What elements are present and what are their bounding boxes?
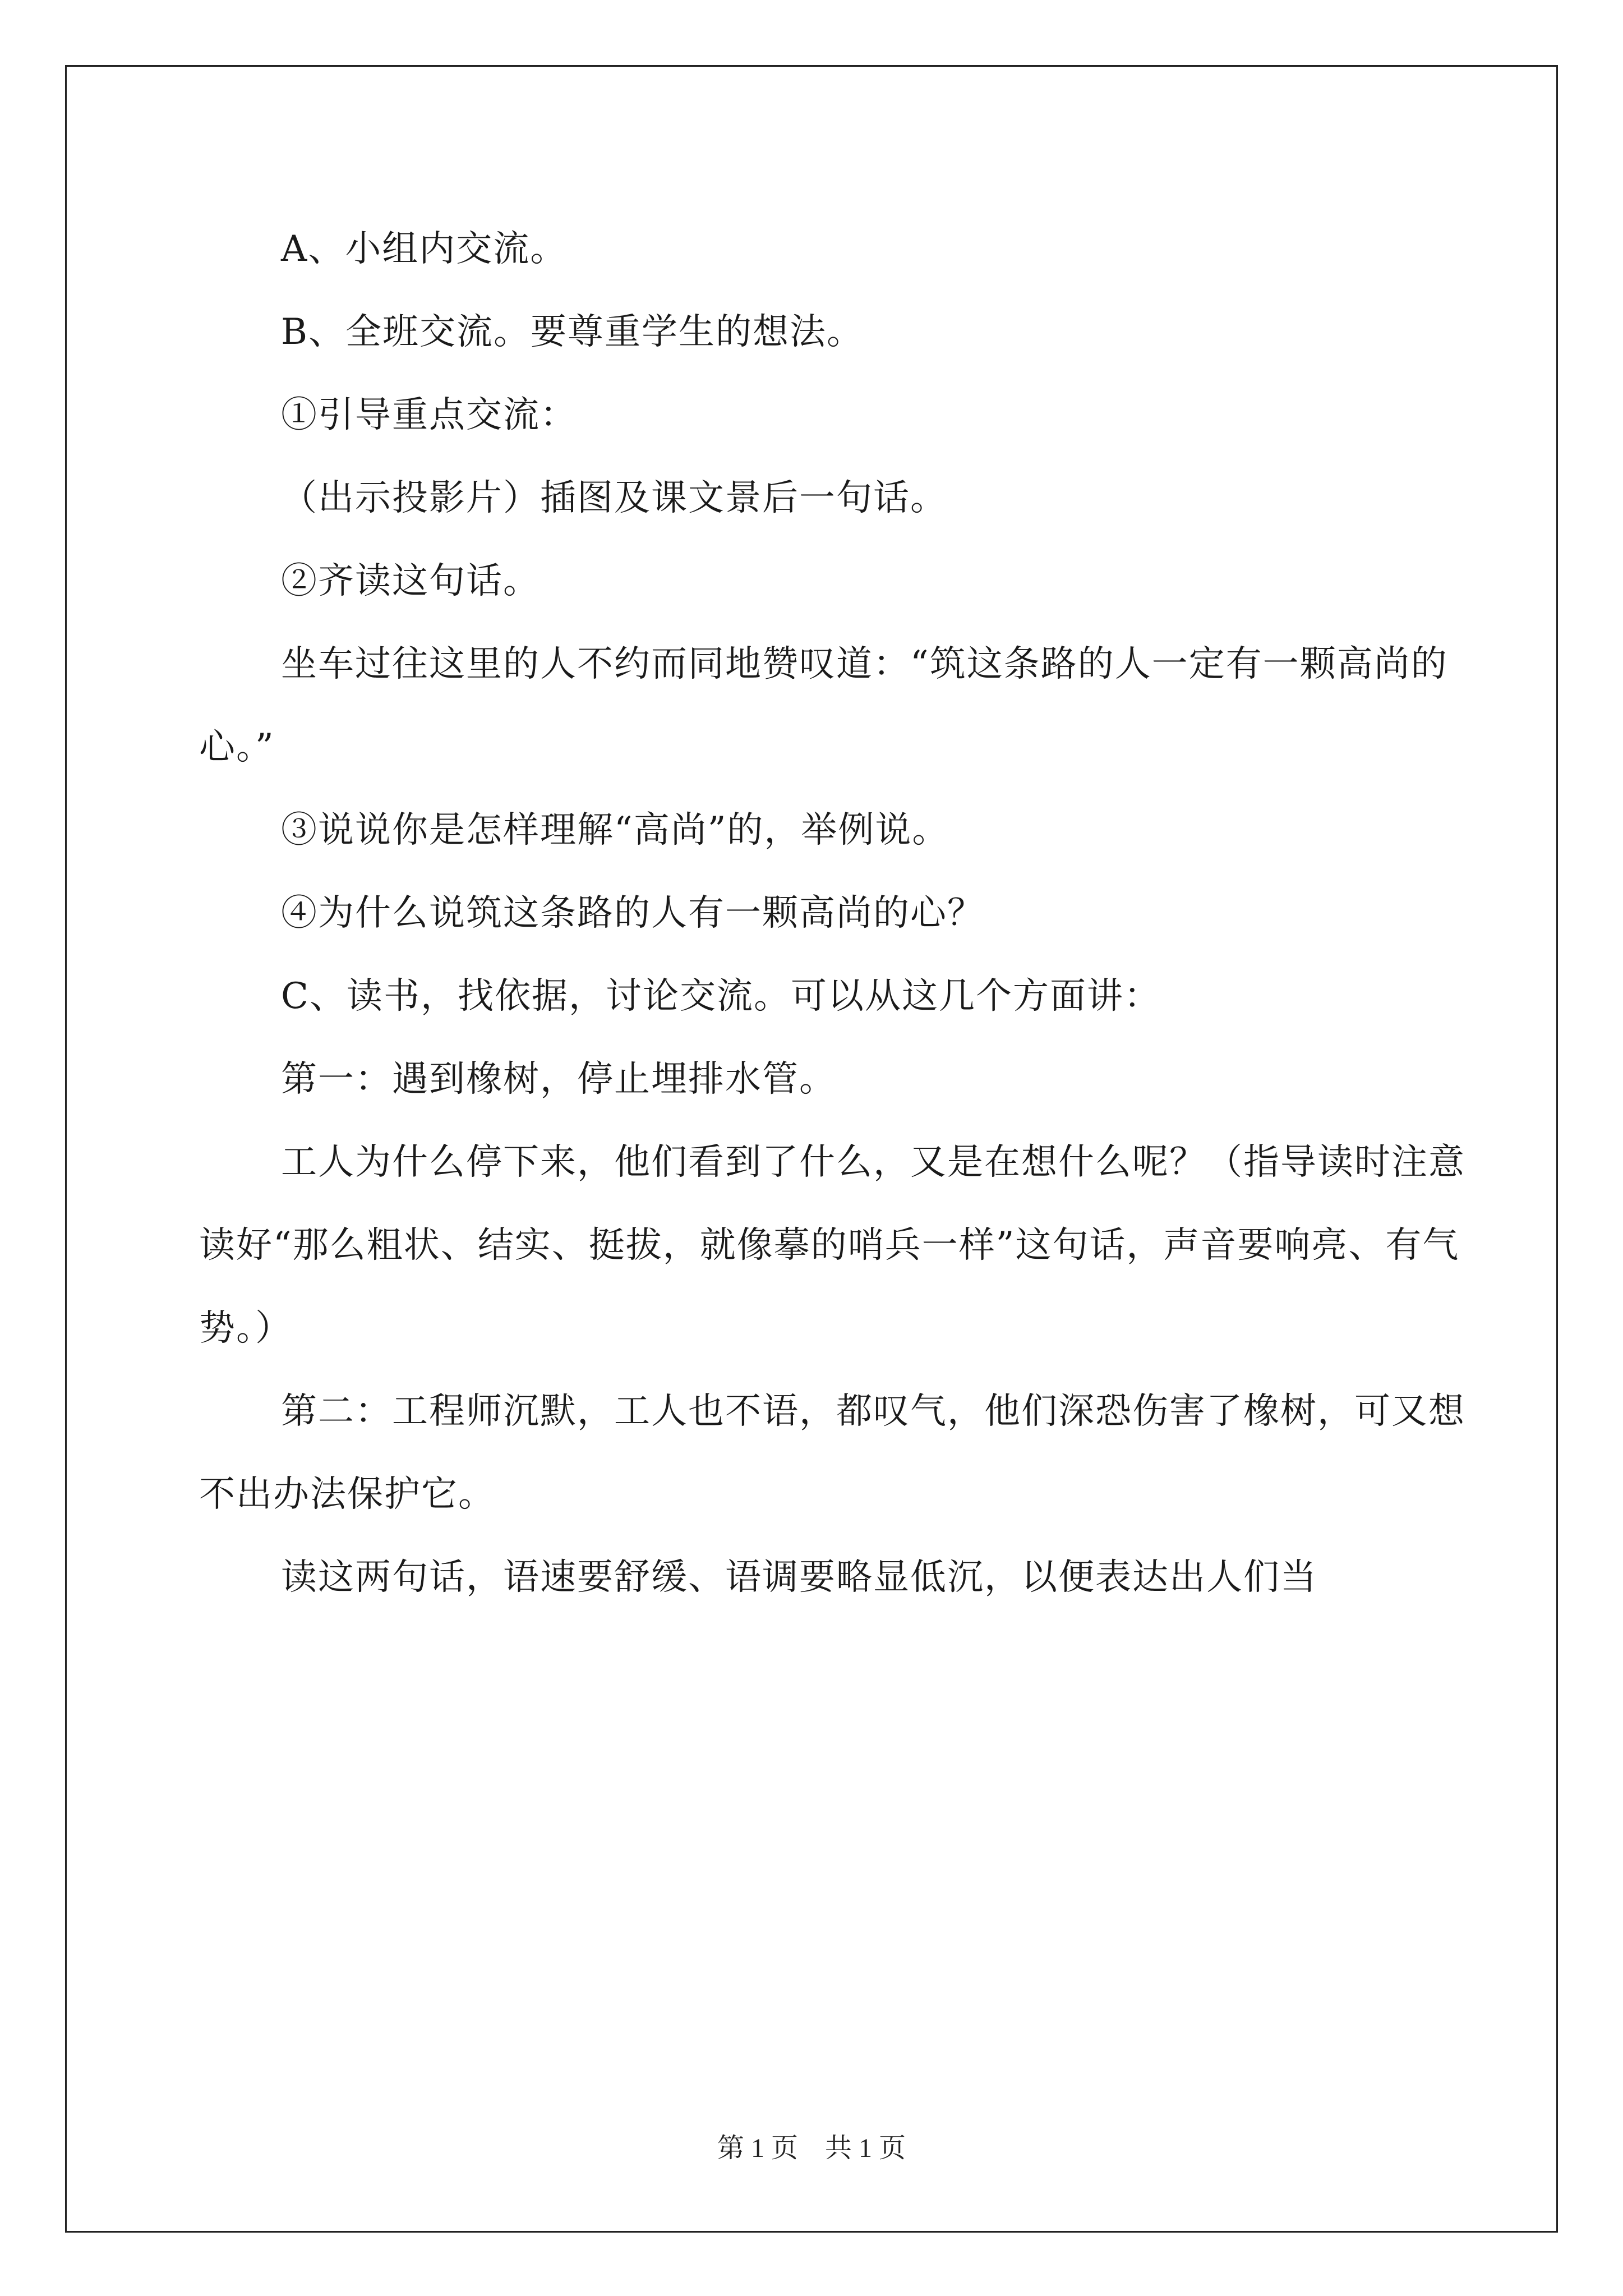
paragraph: C、读书，找依据，讨论交流。可以从这几个方面讲： bbox=[281, 976, 1161, 1017]
paragraph: B、全班交流。要尊重学生的想法。 bbox=[281, 311, 864, 353]
paragraph: 工人为什么停下来，他们看到了什么，又是在想什么呢？（指导读时注意读好“那么粗状、结实、挺拔，就像摹的哨兵一样”这句话，声音要响亮、有气势。） bbox=[199, 1142, 1465, 1349]
paragraph: ②齐读这句话。 bbox=[281, 560, 540, 602]
paragraph: 第二：工程师沉默，工人也不语，都叹气，他们深恐伤害了橡树，可又想不出办法保护它。 bbox=[199, 1391, 1465, 1515]
paragraph: （出示投影片）插图及课文景后一句话。 bbox=[281, 477, 947, 519]
paragraph: 读这两句话，语速要舒缓、语调要略显低沉，以便表达出人们当 bbox=[281, 1557, 1317, 1598]
paragraph: ①引导重点交流： bbox=[281, 394, 577, 436]
document-body bbox=[199, 208, 1472, 1619]
page-number-footer: 第 1 页 共 1 页 bbox=[717, 2133, 906, 2163]
paragraph: ③说说你是怎样理解“高尚”的，举例说。 bbox=[281, 809, 949, 851]
paragraph: 第一：遇到橡树，停止埋排水管。 bbox=[281, 1059, 836, 1100]
paragraph: A、小组内交流。 bbox=[281, 228, 568, 270]
paragraph: 坐车过往这里的人不约而同地赞叹道：“筑这条路的人一定有一颗高尚的心。” bbox=[199, 643, 1448, 768]
paragraph: ④为什么说筑这条路的人有一颗高尚的心？ bbox=[281, 892, 984, 934]
